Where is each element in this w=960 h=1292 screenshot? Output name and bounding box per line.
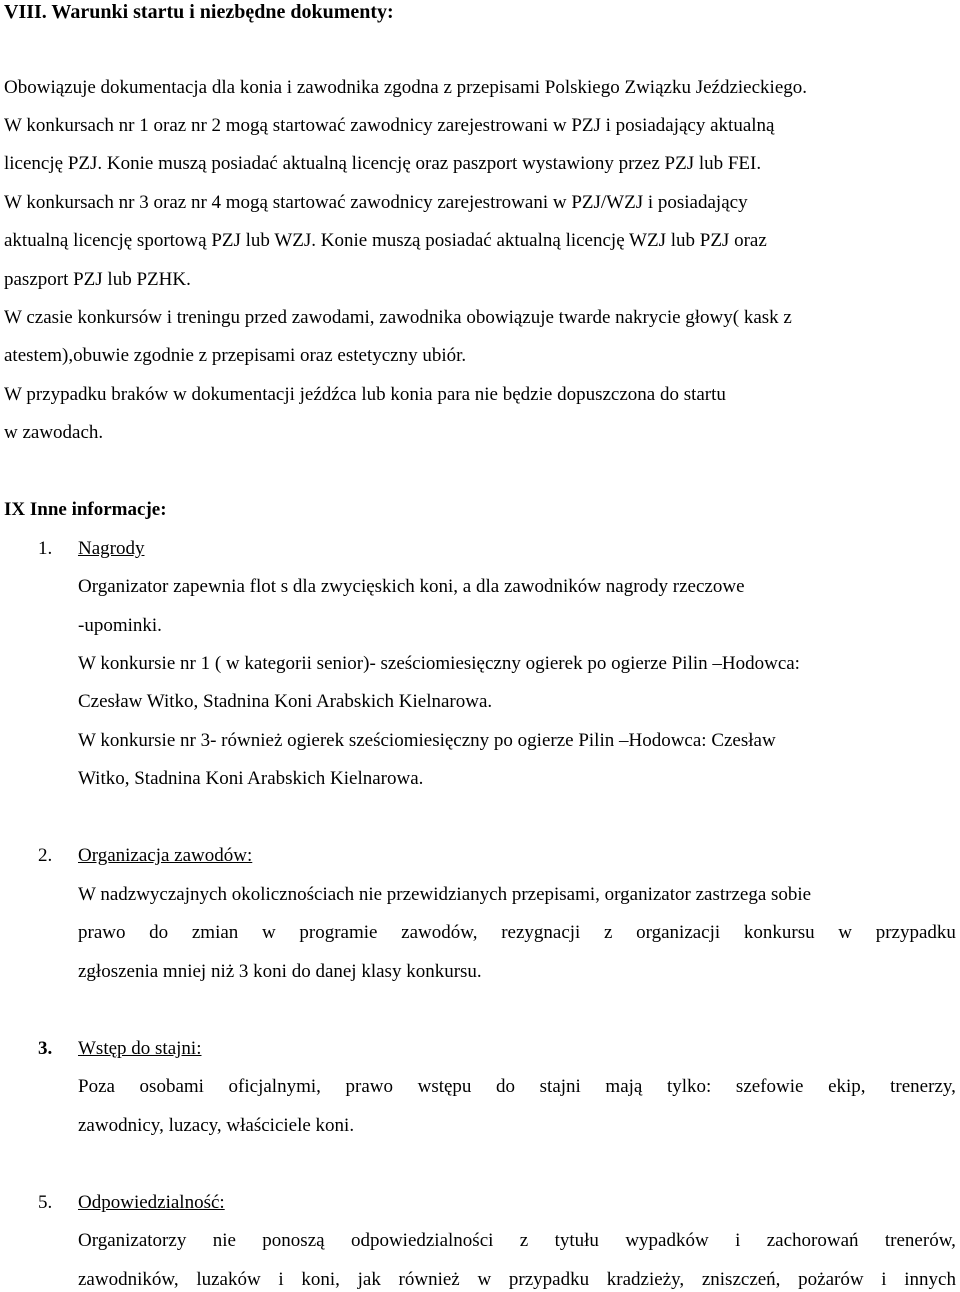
word: i	[278, 1269, 284, 1290]
item-line: Organizator zapewnia flot s dla zwycięskich koni, a dla zawodników nagrody rzeczowe	[78, 576, 745, 597]
item-line: Witko, Stadnina Koni Arabskich Kielnarowa.	[78, 768, 424, 789]
item-line-justified	[78, 1268, 956, 1292]
word: w	[838, 922, 853, 943]
item-title-odpowiedzialnosc: Odpowiedzialność:	[78, 1192, 225, 1213]
item-line: -upominki.	[78, 615, 162, 636]
item-line-justified	[78, 1075, 956, 1099]
word: również	[398, 1269, 460, 1290]
item-title-organizacja: Organizacja zawodów:	[78, 845, 253, 866]
item-number: 2.	[38, 845, 53, 866]
word: organizacji	[636, 922, 721, 943]
word: prawo	[78, 922, 126, 943]
word: stajni	[539, 1076, 581, 1097]
word: koni,	[301, 1269, 340, 1290]
word: zmian	[191, 922, 239, 943]
item-line: W konkursie nr 1 ( w kategorii senior)- sześciomiesięczny ogierek po ogierze Pilin –Hodowca:	[78, 653, 800, 674]
word: w	[261, 922, 276, 943]
item-line: W konkursie nr 3- również ogierek sześciomiesięczny po ogierze Pilin –Hodowca: Czesław	[78, 730, 776, 751]
word: z	[604, 922, 613, 943]
word: programie	[299, 922, 378, 943]
section-8-line: W konkursach nr 1 oraz nr 2 mogą startować zawodnicy zarejestrowani w PZJ i posiadający aktualną	[4, 115, 775, 136]
word: oficjalnymi,	[228, 1076, 321, 1097]
word: z	[519, 1230, 529, 1251]
item-number: 1.	[38, 538, 53, 559]
word: do	[496, 1076, 516, 1097]
section-8-line: w zawodach.	[4, 422, 104, 443]
word: w	[477, 1269, 492, 1290]
word: tytułu	[554, 1230, 599, 1251]
item-title-wstep: Wstęp do stajni:	[78, 1038, 202, 1059]
item-number: 5.	[38, 1192, 53, 1213]
word: i	[881, 1269, 887, 1290]
word: luzaków	[196, 1269, 261, 1290]
word: rezygnacji	[501, 922, 581, 943]
section-8-heading: VIII. Warunki startu i niezbędne dokumenty:	[4, 1, 394, 23]
word: zachorowań	[766, 1230, 859, 1251]
word: prawo	[345, 1076, 393, 1097]
item-line-justified	[78, 1229, 956, 1253]
section-8-line: Obowiązuje dokumentacja dla konia i zawodnika zgodna z przepisami Polskiego Związku Jeździeckiego.	[4, 77, 808, 98]
section-8-line: paszport PZJ lub PZHK.	[4, 269, 191, 290]
word: Organizatorzy	[78, 1230, 187, 1251]
word: tylko:	[666, 1076, 712, 1097]
word: Poza	[78, 1076, 115, 1097]
word: pożarów	[798, 1269, 864, 1290]
word: osobami	[139, 1076, 204, 1097]
section-8-line: W czasie konkursów i treningu przed zawodami, zawodnika obowiązuje twarde nakrycie głowy( kask z	[4, 307, 792, 328]
word: i	[735, 1230, 741, 1251]
word: nie	[212, 1230, 236, 1251]
item-number: 3.	[38, 1038, 53, 1059]
section-8-line: licencję PZJ. Konie muszą posiadać aktualną licencję oraz paszport wystawiony przez PZJ lub FEI.	[4, 153, 762, 174]
word: trenerzy,	[890, 1076, 956, 1097]
word: innych	[904, 1269, 956, 1290]
word: wstępu	[417, 1076, 472, 1097]
word: konkursu	[743, 922, 815, 943]
word: przypadku	[875, 922, 956, 943]
item-line: W nadzwyczajnych okolicznościach nie przewidzianych przepisami, organizator zastrzega sobie	[78, 884, 812, 905]
word: trenerów,	[884, 1230, 956, 1251]
word: zawodów,	[401, 922, 478, 943]
word: mają	[605, 1076, 643, 1097]
word: ponoszą	[262, 1230, 325, 1251]
item-line: Czesław Witko, Stadnina Koni Arabskich Kielnarowa.	[78, 691, 493, 712]
section-8-line: W przypadku braków w dokumentacji jeźdźca lub konia para nie będzie dopuszczona do startu	[4, 384, 726, 405]
word: przypadku	[508, 1269, 590, 1290]
item-line-justified	[78, 921, 956, 945]
item-title-nagrody: Nagrody	[78, 538, 145, 559]
word: szefowie	[735, 1076, 804, 1097]
word: zniszczeń,	[701, 1269, 781, 1290]
section-8-line: aktualną licencję sportową PZJ lub WZJ. Konie muszą posiadać aktualną licencję WZJ lub PZJ oraz	[4, 230, 767, 251]
section-8-line: atestem),obuwie zgodnie z przepisami oraz estetyczny ubiór.	[4, 345, 467, 366]
section-8-line: W konkursach nr 3 oraz nr 4 mogą startować zawodnicy zarejestrowani w PZJ/WZJ i posiadający	[4, 192, 748, 213]
section-9-heading: IX Inne informacje:	[4, 499, 167, 520]
word: do	[149, 922, 169, 943]
word: kradzieży,	[606, 1269, 685, 1290]
word: zawodników,	[78, 1269, 179, 1290]
item-line: zgłoszenia mniej niż 3 koni do danej klasy konkursu.	[78, 961, 482, 982]
word: jak	[357, 1269, 381, 1290]
word: ekip,	[828, 1076, 866, 1097]
word: wypadków	[625, 1230, 709, 1251]
word: odpowiedzialności	[350, 1230, 494, 1251]
item-line: zawodnicy, luzacy, właściciele koni.	[78, 1115, 355, 1136]
